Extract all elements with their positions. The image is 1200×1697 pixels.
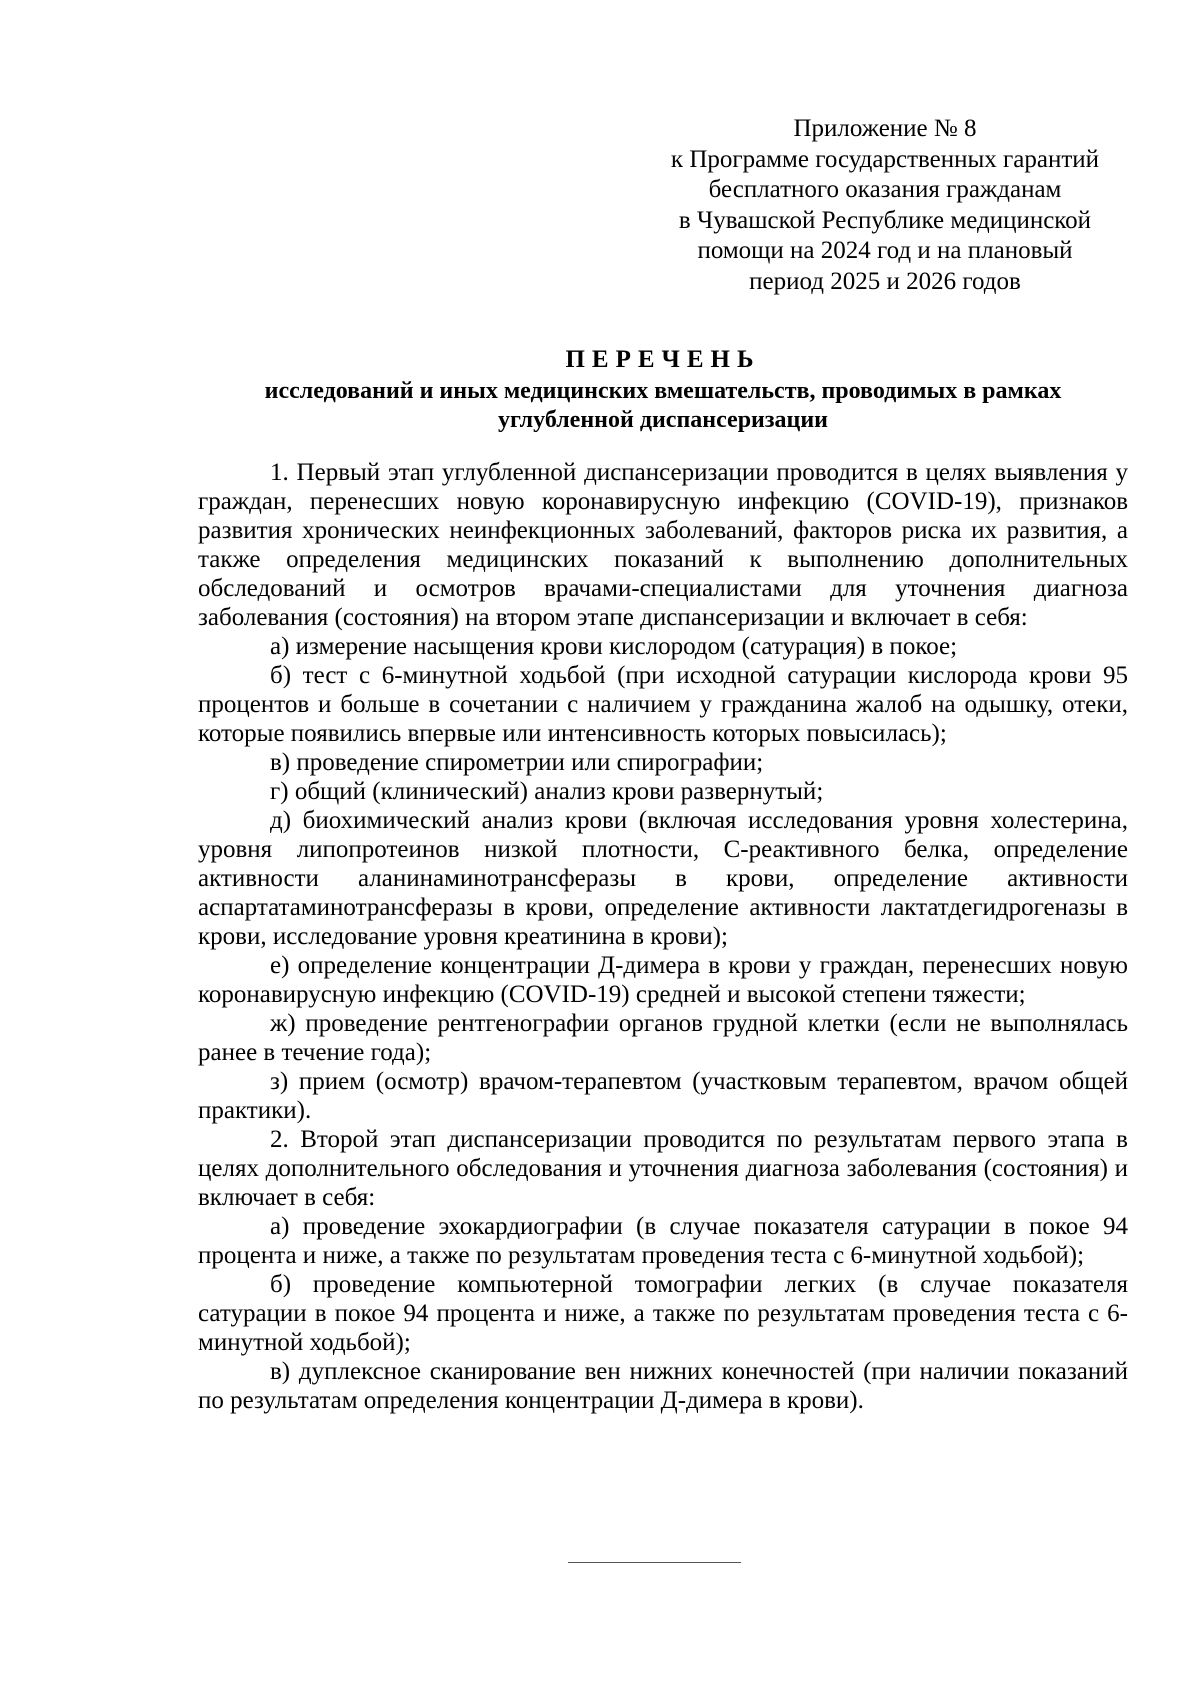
document-body (198, 458, 1128, 1415)
end-divider (568, 1562, 741, 1563)
list-item: е) определение концентрации Д-димера в крови у граждан, перенесших новую коронавирусную инфекцию (COVID-19) средней и высокой степени тяжести; (198, 952, 1128, 1008)
annex-line: в Чувашской Республике медицинской (678, 206, 1092, 234)
annex-line: Приложение № 8 (793, 115, 977, 142)
list-item: ж) проведение рентгенографии органов грудной клетки (если не выполнялась ранее в течение года); (198, 1010, 1128, 1066)
annex-line: помощи на 2024 год и на плановый (697, 237, 1073, 264)
list-item: в) дуплексное сканирование вен нижних конечностей (при наличии показаний по результатам определения концентрации Д-димера в крови). (198, 1358, 1128, 1414)
list-item: д) биохимический анализ крови (включая исследования уровня холестерина, уровня липопротеинов низкой плотности, С-реактивного белка, определение активности аланинаминотрансферазы в крови, определение активности аспартатаминотрансферазы в крови, определение активности лактатдегидрогеназы в крови, исследование уровня креатинина в крови); (198, 807, 1128, 950)
list-item: б) тест с 6-минутной ходьбой (при исходной сатурации кислорода крови 95 процентов и больше в сочетании с наличием у гражданина жалоб на одышку, отеки, которые появились впервые или интенсивность которых повысилась); (198, 662, 1128, 747)
annex-line: период 2025 и 2026 годов (749, 267, 1021, 295)
paragraph-stage-2: 2. Второй этап диспансеризации проводится по результатам первого этапа в целях дополнительного обследования и уточнения диагноза заболевания (состояния) и включает в себя: (198, 1126, 1128, 1211)
list-item: г) общий (клинический) анализ крови развернутый; (270, 778, 824, 805)
list-item: а) измерение насыщения крови кислородом (сатурация) в покое; (270, 633, 958, 660)
annex-line: к Программе государственных гарантий (670, 145, 1100, 173)
list-item: а) проведение эхокардиографии (в случае показателя сатурации в покое 94 процента и ниже, а также по результатам проведения теста с 6-минутной ходьбой); (198, 1213, 1128, 1269)
paragraph-stage-1: 1. Первый этап углубленной диспансеризации проводится в целях выявления у граждан, перенесших новую коронавирусную инфекцию (COVID-19), признаков развития хронических неинфекционных заболеваний, факторов риска их развития, а также определения медицинских показаний к выполнению дополнительных обследований и осмотров врачами-специалистами для уточнения диагноза заболевания (состояния) на втором этапе диспансеризации и включает в себя: (198, 459, 1128, 631)
title-block (198, 345, 1128, 435)
document-subtitle: исследований и иных медицинских вмешательств, проводимых в рамках углубленной диспансеризации (264, 378, 1062, 433)
list-item: з) прием (осмотр) врачом-терапевтом (участковым терапевтом, врачом общей практики). (198, 1068, 1128, 1124)
annex-line: бесплатного оказания гражданам (708, 176, 1062, 203)
list-item: б) проведение компьютерной томографии легких (в случае показателя сатурации в покое 94 процента и ниже, а также по результатам проведения теста с 6-минутной ходьбой); (198, 1271, 1128, 1356)
document-title: ПЕРЕЧЕНЬ (565, 346, 761, 373)
list-item: в) проведение спирометрии или спирографии; (270, 749, 764, 776)
annex-header (640, 114, 1130, 297)
